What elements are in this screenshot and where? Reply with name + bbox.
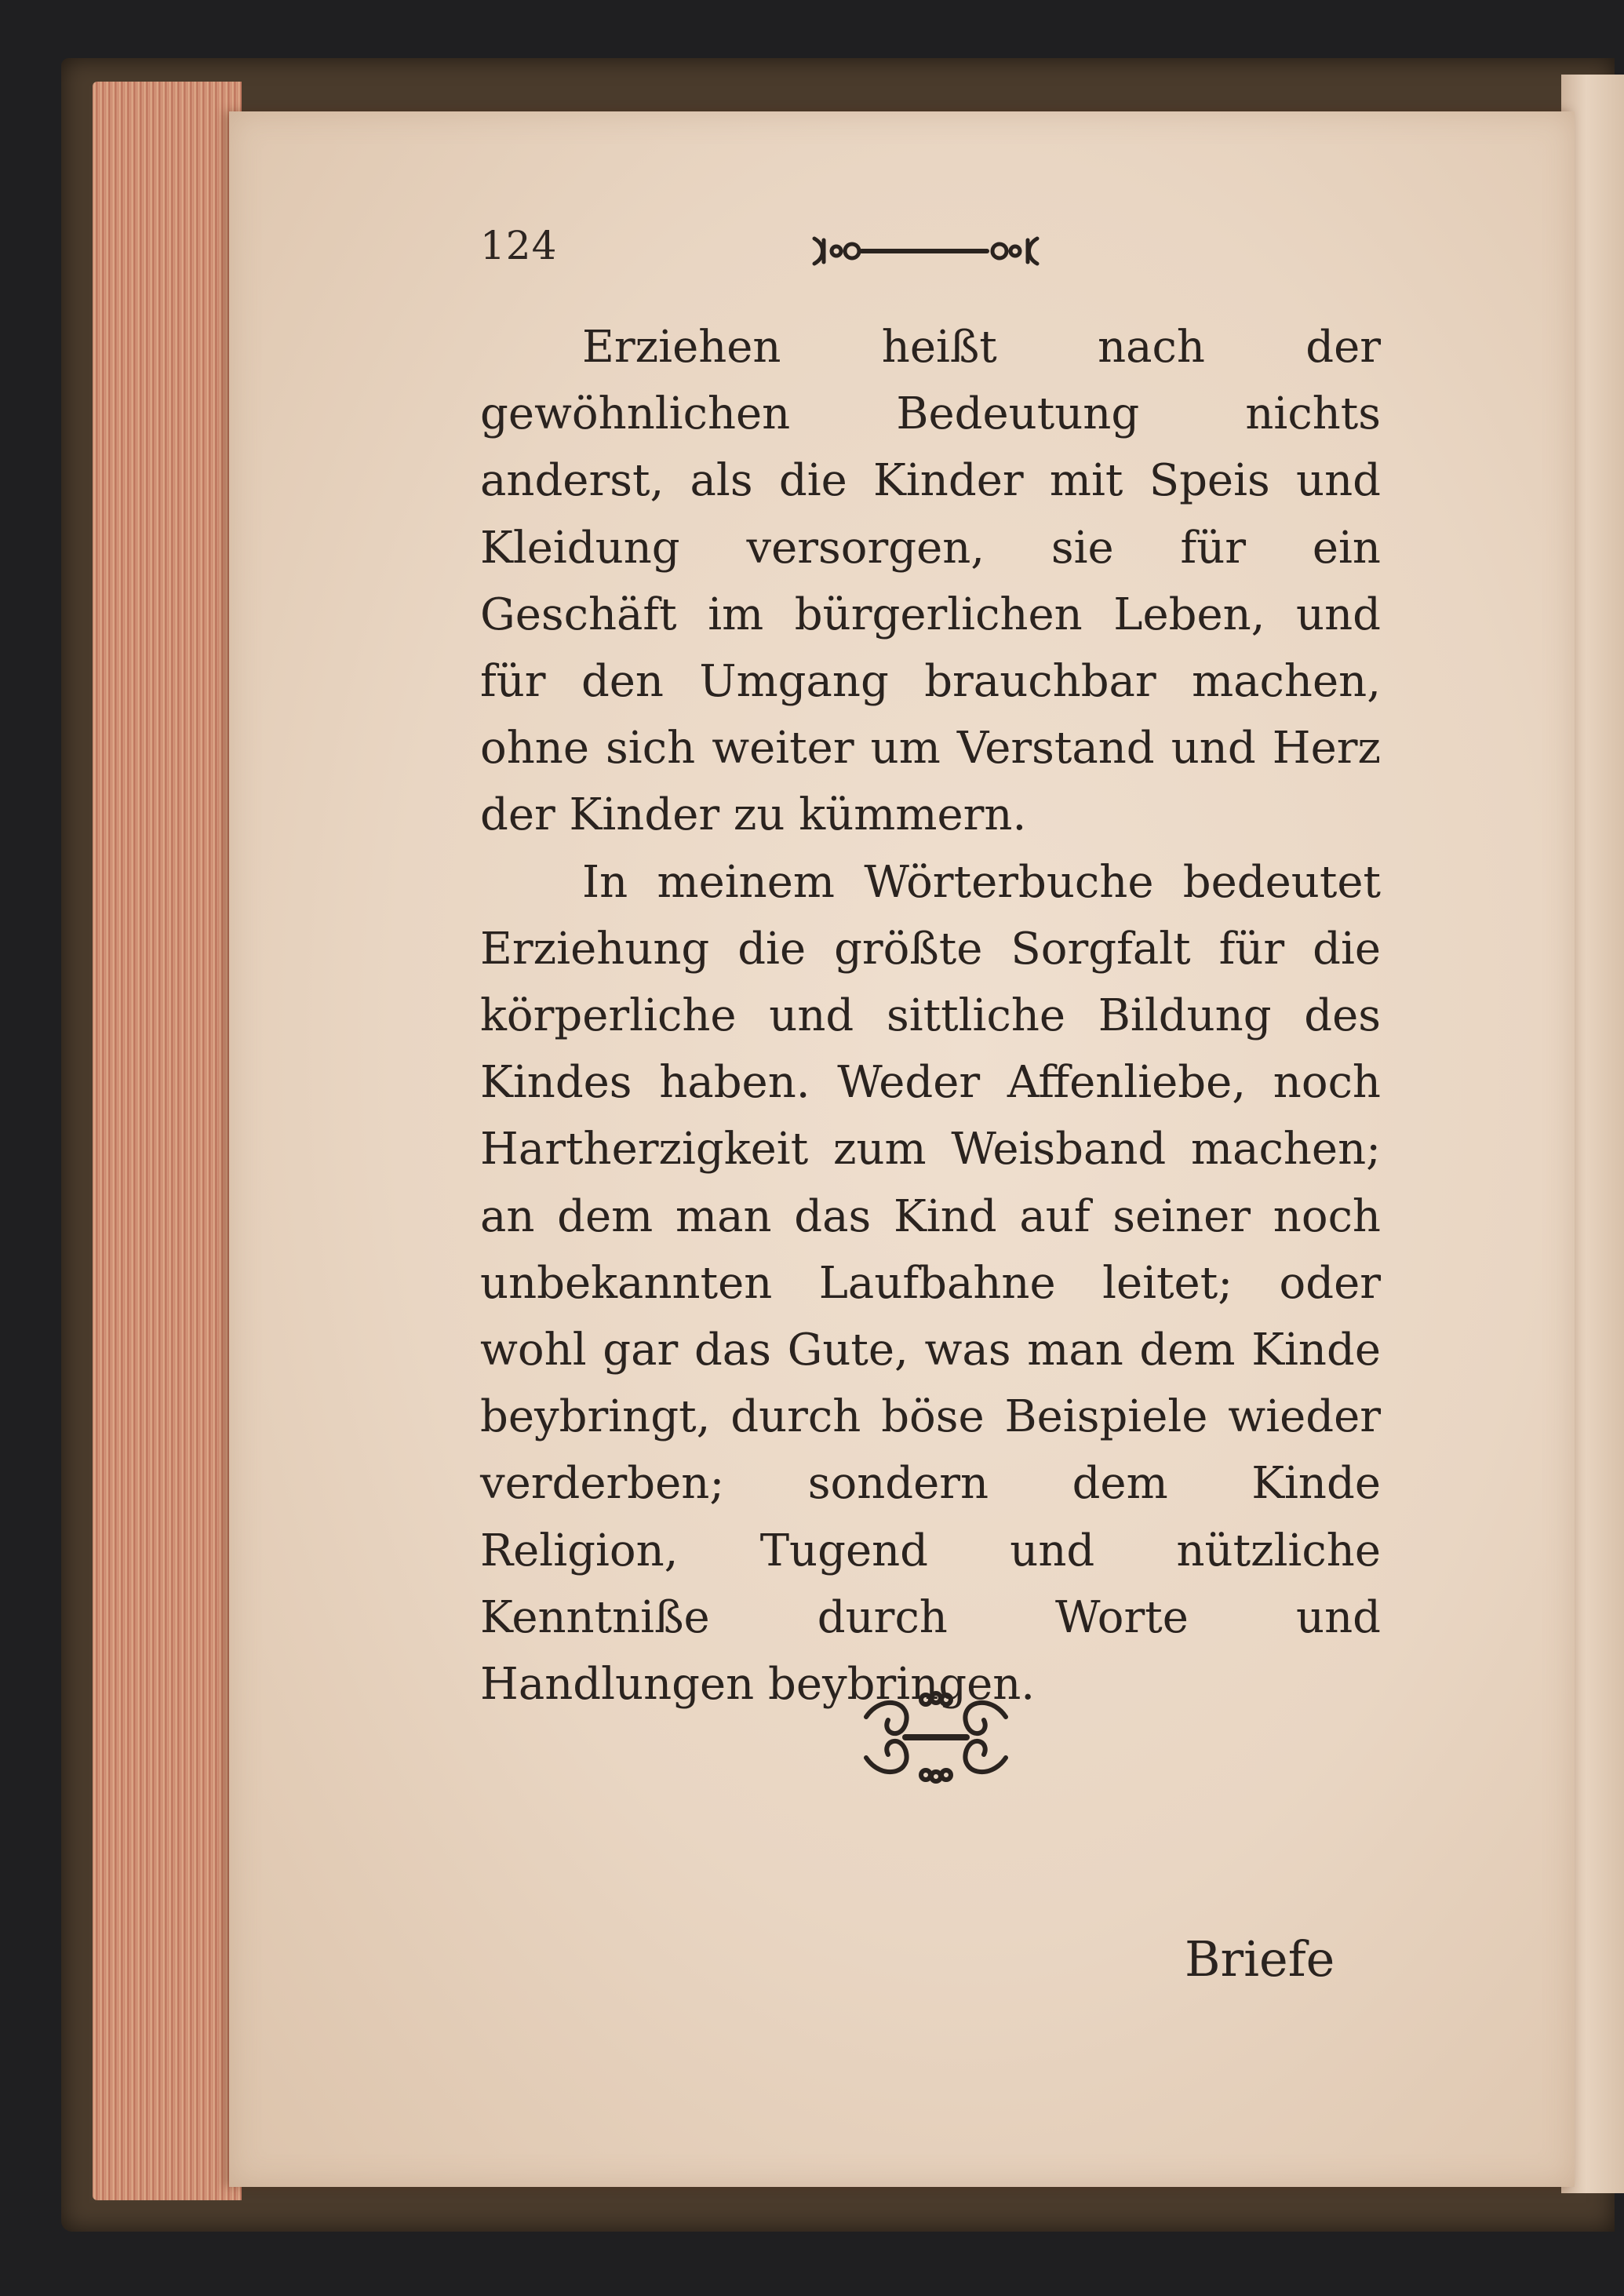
page-number: 124 [480,223,558,268]
paragraph-1: Erziehen heißt nach der gewöhnlichen Bedeutung nichts anderst, als die Kinder mit Speis und Kleidung versorgen, sie für ein Geschäft im bürgerlichen Leben, und für den Umgang brauchbar machen, ohne sich weiter um Verstand und Herz der Kinder zu kümmern. [480,322,1381,841]
body-text [480,314,1381,1718]
paragraph-2: In meinem Wörterbuche bedeutet Erziehung die größte Sorgfalt für die körperliche und sittliche Bildung des Kindes haben. Weder Affenliebe, noch Hartherzigkeit zum Weisband machen; an dem man das Kind auf seiner noch unbekannten Laufbahne leitet; oder wohl gar das Gute, was man dem Kinde beybringt, durch böse Beispiele wieder verderben; sondern dem Kinde Religion, Tugend und nützliche Kenntniße durch Worte und Handlungen beybringen. [480,856,1381,1711]
header-ornament [808,229,1043,273]
catchword: Briefe [1185,1930,1335,1988]
tailpiece-ornament [850,1686,1021,1789]
page-edges [93,82,242,2200]
